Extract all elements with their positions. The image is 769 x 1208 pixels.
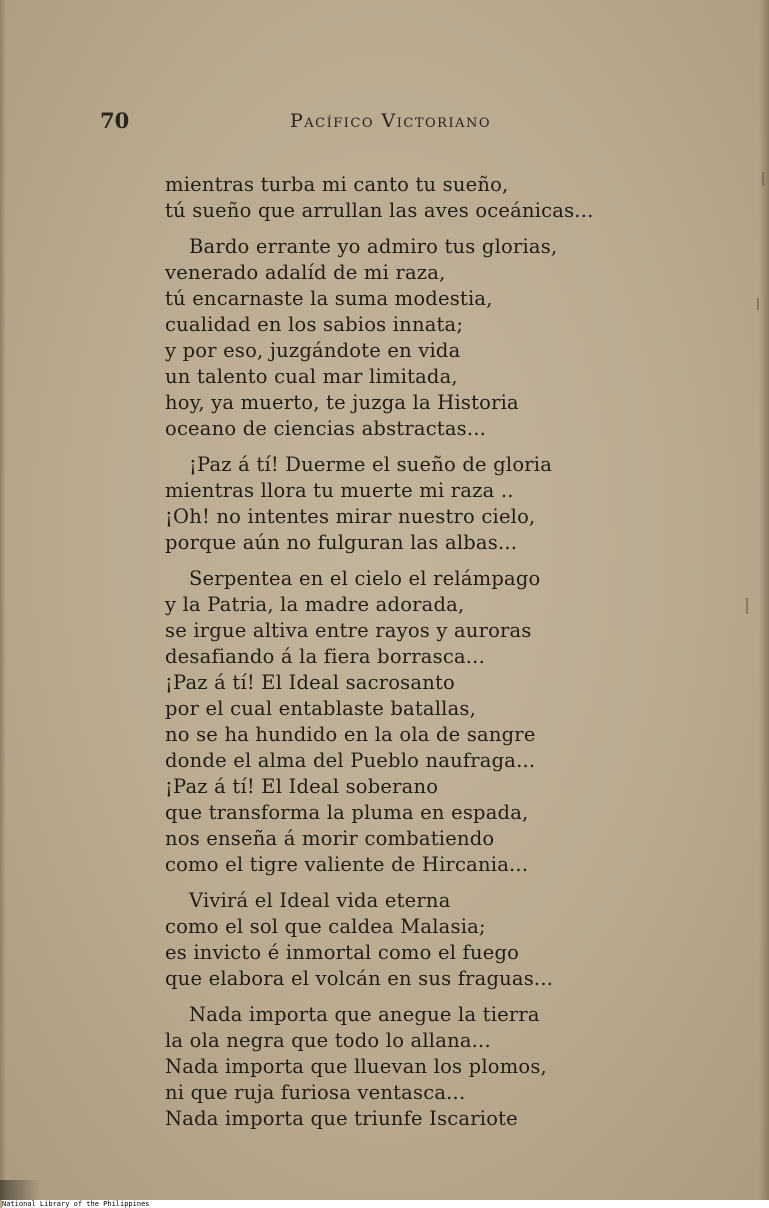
verse-line: que elabora el volcán en sus fraguas... <box>165 967 554 990</box>
verse-line: y la Patria, la madre adorada, <box>165 593 465 616</box>
verse-line: que transforma la pluma en espada, <box>165 801 529 824</box>
scan-smudge <box>0 1180 40 1200</box>
stanza <box>165 1002 595 1132</box>
page-number: 70 <box>100 108 130 133</box>
verse-line: ¡Paz á tí! El Ideal soberano <box>165 775 439 798</box>
scan-credit: National Library of the Philippines <box>2 1200 769 1208</box>
verse-line: como el tigre valiente de Hircania... <box>165 853 529 876</box>
verse-line: donde el alma del Pueblo naufraga... <box>165 749 536 772</box>
verse-line: como el sol que caldea Malasia; <box>165 915 486 938</box>
verse-line: se irgue altiva entre rayos y auroras <box>165 619 532 642</box>
page-mark <box>762 172 764 186</box>
verse-line: y por eso, juzgándote en vida <box>165 339 461 362</box>
verse-line: desafiando á la fiera borrasca... <box>165 645 485 668</box>
stanza <box>165 172 595 224</box>
page-mark <box>746 598 748 614</box>
verse-line: mientras llora tu muerte mi raza .. <box>165 479 514 502</box>
verse-line: hoy, ya muerto, te juzga la Historia <box>165 391 519 414</box>
verse-line: ni que ruja furiosa ventasca... <box>165 1081 466 1104</box>
verse-line: Serpentea en el cielo el relámpago <box>189 567 541 590</box>
verse-line: no se ha hundido en la ola de sangre <box>165 723 536 746</box>
verse-line: oceano de ciencias abstractas... <box>165 417 487 440</box>
verse-line: ¡Paz á tí! Duerme el sueño de gloria <box>189 453 553 476</box>
stanza <box>165 888 595 992</box>
verse-line: Bardo errante yo admiro tus glorias, <box>189 235 558 258</box>
verse-line: cualidad en los sabios innata; <box>165 313 464 336</box>
verse-line: ¡Paz á tí! El Ideal sacrosanto <box>165 671 455 694</box>
verse-line: venerado adalíd de mi raza, <box>165 261 446 284</box>
verse-line: es invicto é inmortal como el fuego <box>165 941 520 964</box>
verse-line: por el cual entablaste batallas, <box>165 697 477 720</box>
page-mark <box>757 298 759 310</box>
running-title: Pacífico Victoriano <box>290 110 492 132</box>
stanza <box>165 452 595 556</box>
verse-line: la ola negra que todo lo allana... <box>165 1029 491 1052</box>
verse-line: Nada importa que triunfe Iscariote <box>165 1107 518 1130</box>
verse-line: nos enseña á morir combatiendo <box>165 827 495 850</box>
running-head <box>0 108 769 138</box>
poem-body <box>165 172 595 1142</box>
verse-line: tú sueño que arrullan las aves oceánicas... <box>165 199 594 222</box>
verse-line: Nada importa que lluevan los plomos, <box>165 1055 547 1078</box>
verse-line: Vivirá el Ideal vida eterna <box>189 889 451 912</box>
verse-line: porque aún no fulguran las albas... <box>165 531 518 554</box>
page-edge-left <box>0 0 6 1200</box>
verse-line: ¡Oh! no intentes mirar nuestro cielo, <box>165 505 536 528</box>
verse-line: tú encarnaste la suma modestia, <box>165 287 493 310</box>
verse-line: Nada importa que anegue la tierra <box>189 1003 540 1026</box>
verse-line: mientras turba mi canto tu sueño, <box>165 173 509 196</box>
page-edge-right <box>759 0 769 1200</box>
stanza <box>165 234 595 442</box>
stanza <box>165 566 595 878</box>
verse-line: un talento cual mar limitada, <box>165 365 458 388</box>
